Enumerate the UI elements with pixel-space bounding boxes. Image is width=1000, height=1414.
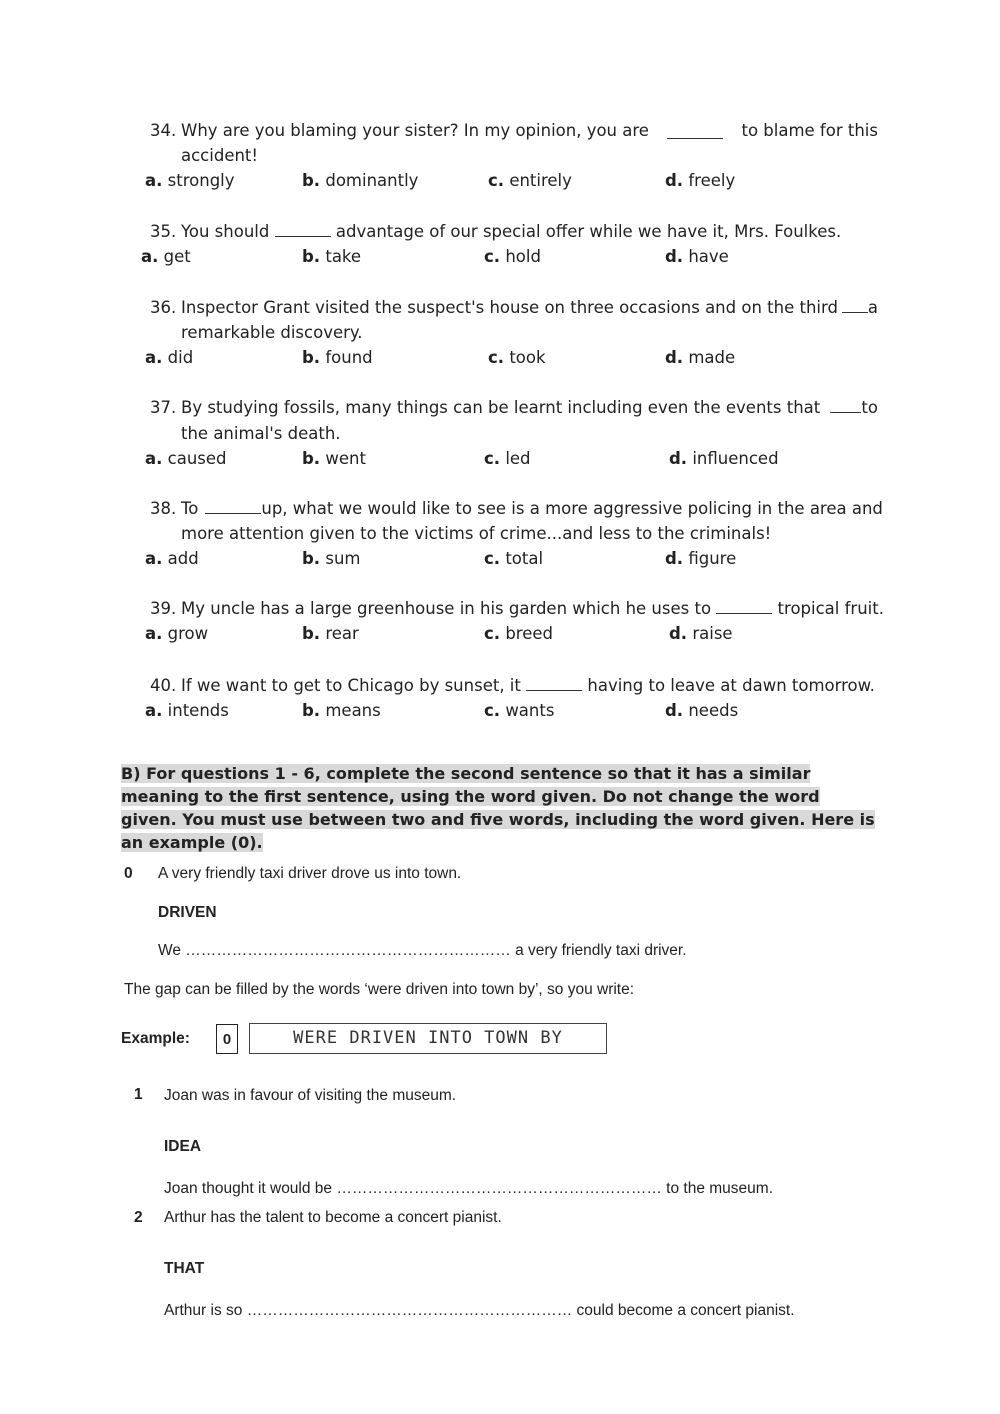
- answer-blank[interactable]: [275, 222, 331, 237]
- example-end: a very friendly taxi driver.: [515, 942, 687, 959]
- answer-blank[interactable]: [842, 298, 868, 313]
- item-1-transformation: [164, 1180, 773, 1198]
- question-continuation: remarkable discovery.: [181, 323, 363, 342]
- question-text-after: up, what we would like to see is a more aggressive policing in the area and: [261, 499, 883, 518]
- item-1-start: Joan thought it would be: [164, 1180, 333, 1197]
- question-number: 37.: [150, 398, 177, 417]
- section-b-instructions: [121, 762, 879, 854]
- question-number: 39.: [150, 599, 177, 618]
- example-label: Example:: [121, 1030, 190, 1047]
- option-c[interactable]: c. breed: [484, 624, 553, 643]
- answer-blank[interactable]: [830, 398, 861, 413]
- option-c[interactable]: c. wants: [484, 701, 555, 720]
- option-d[interactable]: d. raise: [669, 624, 733, 643]
- item-1-sentence: Joan was in favour of visiting the museum.: [164, 1087, 457, 1104]
- option-c[interactable]: c. entirely: [488, 171, 572, 190]
- item-1-keyword: IDEA: [164, 1138, 202, 1155]
- option-d[interactable]: d. needs: [665, 701, 739, 720]
- question-number: 36.: [150, 298, 177, 317]
- question-line: [150, 298, 878, 317]
- option-b[interactable]: b. sum: [302, 549, 361, 568]
- example-gap: ………………………………………………………: [185, 942, 511, 959]
- question-text: My uncle has a large greenhouse in his garden which he uses to: [181, 599, 712, 618]
- question-text: Inspector Grant visited the suspect's house on three occasions and on the third: [181, 298, 838, 317]
- option-d[interactable]: d. figure: [665, 549, 737, 568]
- question-text: By studying fossils, many things can be learnt including even the events that: [181, 398, 821, 417]
- option-b[interactable]: b. went: [302, 449, 366, 468]
- question-continuation: more attention given to the victims of crime...and less to the criminals!: [181, 524, 772, 543]
- question-line: [150, 499, 883, 518]
- example-number-box: 0: [216, 1024, 238, 1054]
- answer-blank[interactable]: [716, 599, 772, 614]
- question-text: To: [181, 499, 199, 518]
- option-a[interactable]: a. grow: [145, 624, 209, 643]
- option-d[interactable]: d. influenced: [669, 449, 779, 468]
- question-text-after: a: [867, 298, 878, 317]
- answer-blank[interactable]: [667, 124, 723, 139]
- example-sentence: A very friendly taxi driver drove us into town.: [158, 865, 462, 882]
- item-2-transformation: [164, 1302, 795, 1320]
- option-c[interactable]: c. hold: [484, 247, 541, 266]
- example-number: 0: [124, 865, 133, 882]
- question-text-after: to blame for this: [741, 121, 878, 140]
- question-number: 38.: [150, 499, 177, 518]
- item-2-end: could become a concert pianist.: [576, 1302, 795, 1319]
- question-line: [150, 676, 875, 695]
- answer-blank[interactable]: [526, 676, 582, 691]
- question-text: If we want to get to Chicago by sunset, it: [181, 676, 521, 695]
- question-continuation: the animal's death.: [181, 424, 341, 443]
- option-b[interactable]: b. rear: [302, 624, 359, 643]
- option-a[interactable]: a. did: [145, 348, 194, 367]
- option-a[interactable]: a. add: [145, 549, 199, 568]
- item-2-number: 2: [134, 1209, 143, 1226]
- item-1-gap[interactable]: ………………………………………………………: [336, 1180, 662, 1197]
- question-text: Why are you blaming your sister? In my opinion, you are: [181, 121, 649, 140]
- example-transformation: [158, 942, 687, 960]
- item-2-sentence: Arthur has the talent to become a concert pianist.: [164, 1209, 502, 1226]
- item-1-end: to the museum.: [666, 1180, 773, 1197]
- question-line: [150, 222, 841, 241]
- option-b[interactable]: b. means: [302, 701, 381, 720]
- option-c[interactable]: c. total: [484, 549, 544, 568]
- option-c[interactable]: c. led: [484, 449, 531, 468]
- option-b[interactable]: b. take: [302, 247, 362, 266]
- question-number: 34.: [150, 121, 177, 140]
- question-line: [150, 398, 878, 417]
- item-1-number: 1: [134, 1086, 143, 1103]
- question-line: [150, 599, 884, 618]
- example-explanation: The gap can be filled by the words ‘were driven into town by’, so you write:: [124, 981, 635, 998]
- question-text-after: to: [861, 398, 878, 417]
- question-text: You should: [181, 222, 270, 241]
- option-a[interactable]: a. strongly: [145, 171, 235, 190]
- item-2-gap[interactable]: ………………………………………………………: [246, 1302, 573, 1319]
- option-b[interactable]: b. found: [302, 348, 373, 367]
- example-keyword: DRIVEN: [158, 904, 217, 921]
- option-c[interactable]: c. took: [488, 348, 546, 367]
- option-a[interactable]: a. intends: [145, 701, 229, 720]
- question-number: 35.: [150, 222, 177, 241]
- question-text-after: tropical fruit.: [777, 599, 884, 618]
- item-2-start: Arthur is so: [164, 1302, 243, 1319]
- question-continuation: accident!: [181, 146, 259, 165]
- question-number: 40.: [150, 676, 177, 695]
- example-answer-box: WERE DRIVEN INTO TOWN BY: [249, 1023, 607, 1054]
- question-text-after: having to leave at dawn tomorrow.: [587, 676, 875, 695]
- option-a[interactable]: a. caused: [145, 449, 227, 468]
- option-b[interactable]: b. dominantly: [302, 171, 419, 190]
- option-d[interactable]: d. freely: [665, 171, 736, 190]
- question-text-after: advantage of our special offer while we have it, Mrs. Foulkes.: [335, 222, 842, 241]
- option-d[interactable]: d. have: [665, 247, 729, 266]
- option-d[interactable]: d. made: [665, 348, 736, 367]
- item-2-keyword: THAT: [164, 1260, 205, 1277]
- example-start: We: [158, 942, 181, 959]
- question-line: [150, 121, 878, 140]
- option-a[interactable]: a. get: [141, 247, 191, 266]
- answer-blank[interactable]: [205, 499, 261, 514]
- instructions-text: B) For questions 1 - 6, complete the second sentence so that it has a similar meaning to the first sentence, using the word given. Do not change the word given. You must use between two and five words, including the word given. Here is an example (0).: [121, 764, 875, 852]
